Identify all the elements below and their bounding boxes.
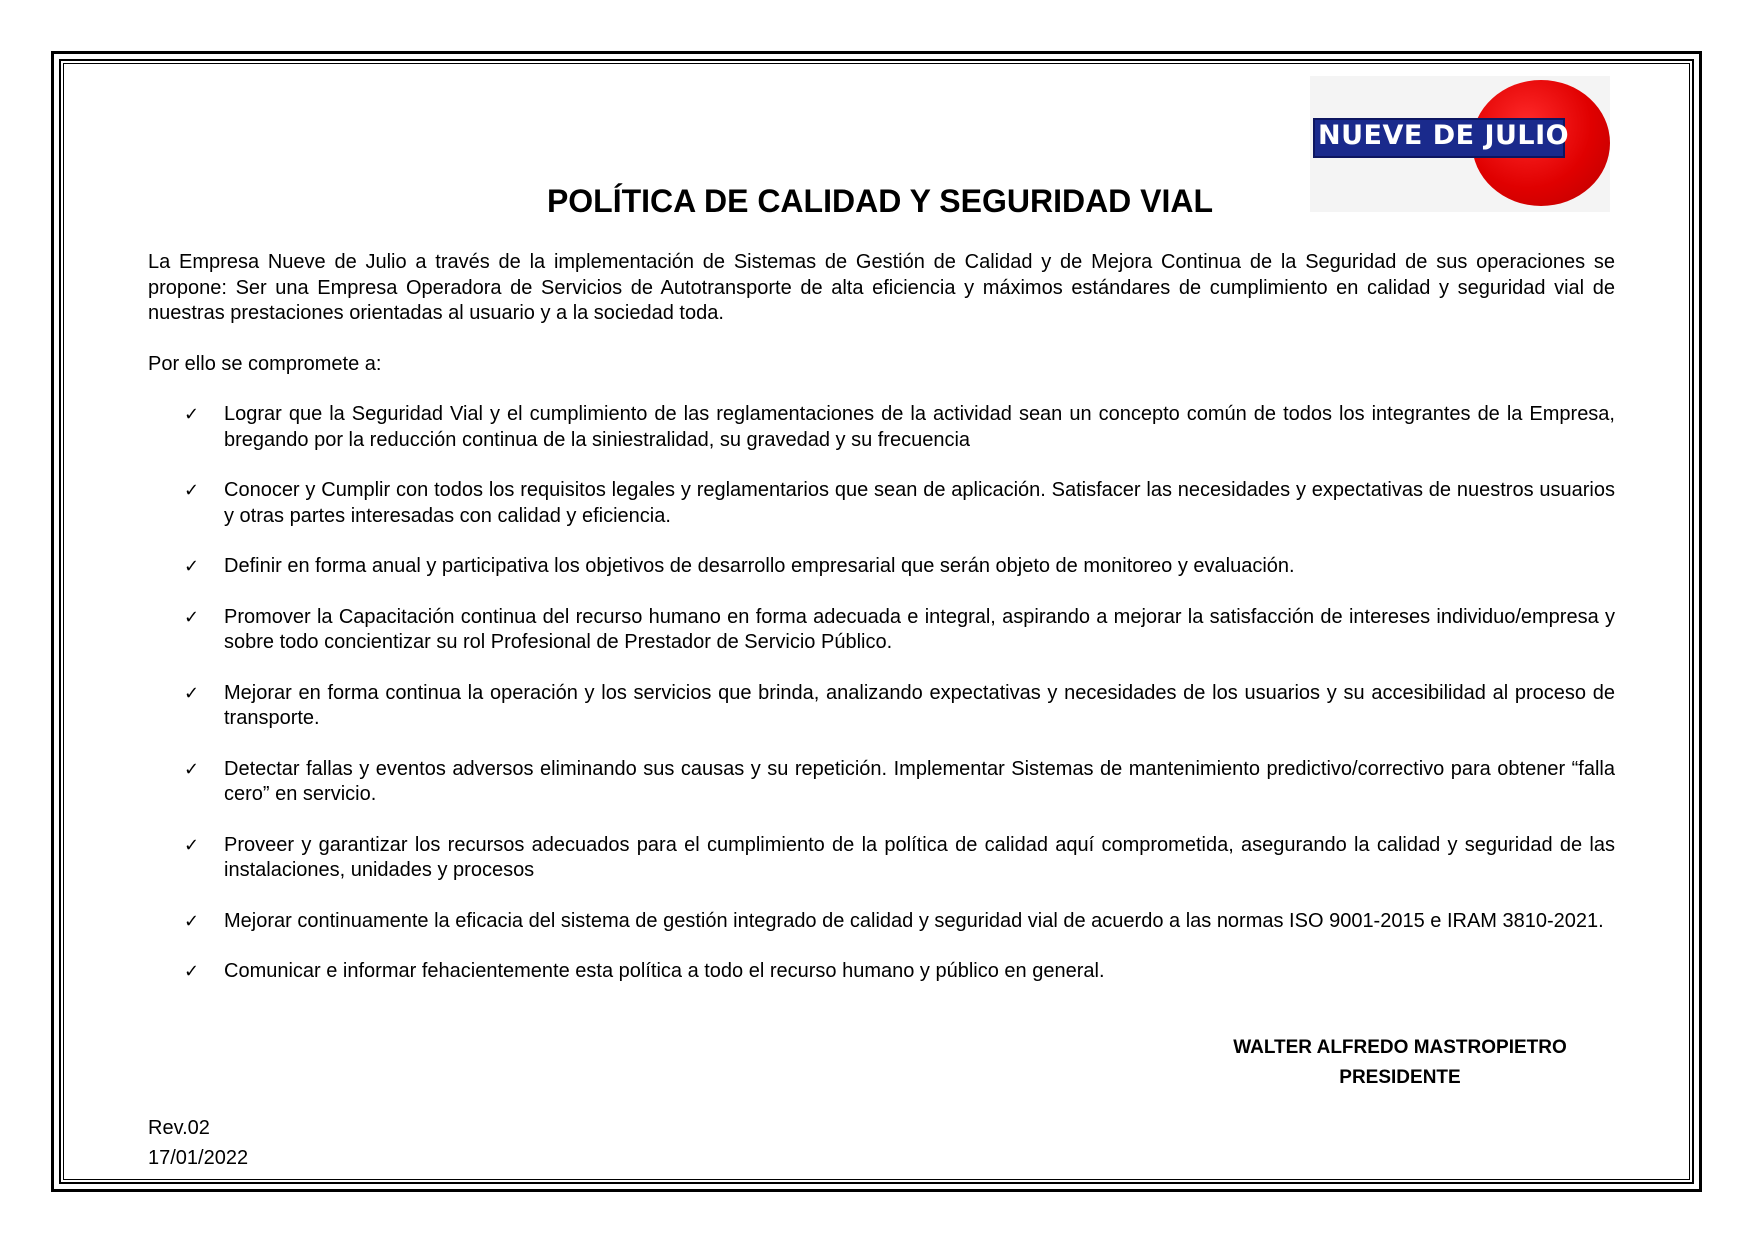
- revision-label: Rev.02: [148, 1117, 210, 1139]
- check-icon: ✓: [184, 480, 200, 501]
- list-item-text: Detectar fallas y eventos adversos eliminando sus causas y su repetición. Implementar Sistemas de mantenimiento predictivo/correctivo para obtener “falla cero” en servicio.: [224, 757, 1615, 805]
- check-icon: ✓: [184, 834, 200, 856]
- document-title: POLÍTICA DE CALIDAD Y SEGURIDAD VIAL: [546, 183, 1214, 219]
- list-item: [148, 833, 1615, 884]
- check-icon: ✓: [184, 556, 200, 577]
- check-icon: ✓: [184, 682, 200, 704]
- check-icon: ✓: [184, 404, 200, 425]
- commitment-lead: Por ello se compromete a:: [148, 352, 382, 375]
- revision-info: [148, 1113, 248, 1173]
- list-item-text: Mejorar continuamente la eficacia del sistema de gestión integrado de calidad y seguridad vial de acuerdo a las normas ISO 9001-2015 e IRAM 3810-2021.: [224, 909, 1604, 932]
- commitment-list: [148, 402, 1615, 985]
- list-item: [148, 478, 1615, 529]
- list-item-text: Mejorar en forma continua la operación y los servicios que brinda, analizando expectativas y necesidades de los usuarios y su accesibilidad al proceso de transporte.: [224, 681, 1615, 729]
- list-item: [148, 959, 1615, 985]
- list-item-text: Promover la Capacitación continua del recurso humano en forma adecuada e integral, aspirando a mejorar la satisfacción de intereses individuo/empresa y sobre todo concientizar su rol Profesional de Prestador de Servicio Público.: [224, 605, 1615, 653]
- signatory-role: PRESIDENTE: [1339, 1067, 1461, 1088]
- list-item: [148, 605, 1615, 656]
- list-item: [148, 402, 1615, 453]
- list-item: [148, 757, 1615, 808]
- list-item-text: Proveer y garantizar los recursos adecuados para el cumplimiento de la política de calidad aquí comprometida, asegurando la calidad y seguridad de las instalaciones, unidades y procesos: [224, 833, 1615, 881]
- intro-paragraph: La Empresa Nueve de Julio a través de la implementación de Sistemas de Gestión de Calidad y de Mejora Continua de la Seguridad de sus operaciones se propone: Ser una Empresa Operadora de Servicios de Autotransporte de alta eficiencia y máximos estándares de cumplimiento en calidad y seguridad vial de nuestras prestaciones orientadas al usuario y a la sociedad toda.: [148, 251, 1615, 324]
- signature-block: [1190, 1033, 1610, 1093]
- list-item-text: Comunicar e informar fehacientemente esta política a todo el recurso humano y público en general.: [224, 960, 1105, 982]
- list-item: [148, 681, 1615, 732]
- signatory-name: WALTER ALFREDO MASTROPIETRO: [1233, 1037, 1567, 1058]
- check-icon: ✓: [184, 910, 200, 932]
- list-item-text: Definir en forma anual y participativa los objetivos de desarrollo empresarial que serán objeto de monitoreo y evaluación.: [224, 555, 1295, 577]
- document-body: [148, 250, 1615, 1010]
- logo-text: NUEVE DE JULIO: [1318, 120, 1570, 151]
- list-item-text: Conocer y Cumplir con todos los requisitos legales y reglamentarios que sean de aplicación. Satisfacer las necesidades y expectativas de nuestros usuarios y otras partes interesadas con calidad y eficiencia.: [224, 479, 1615, 527]
- list-item-text: Lograr que la Seguridad Vial y el cumplimiento de las reglamentaciones de la actividad sean un concepto común de todos los integrantes de la Empresa, bregando por la reducción continua de la siniestralidad, su gravedad y su frecuencia: [224, 403, 1615, 451]
- check-icon: ✓: [184, 606, 200, 628]
- list-item: [148, 909, 1615, 935]
- check-icon: ✓: [184, 961, 200, 982]
- check-icon: ✓: [184, 758, 200, 780]
- list-item: [148, 554, 1615, 580]
- revision-date: 17/01/2022: [148, 1147, 249, 1169]
